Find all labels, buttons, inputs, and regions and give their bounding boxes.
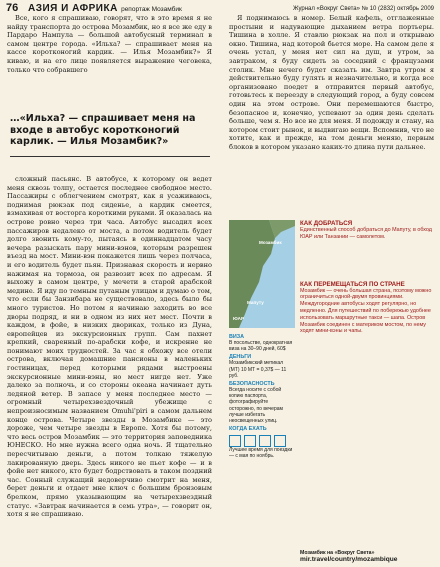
sidebar — [300, 220, 434, 335]
move-heading: КАК ПЕРЕМЕЩАТЬСЯ ПО СТРАНЕ — [300, 280, 405, 288]
money-heading: ДЕНЬГИ — [229, 354, 252, 361]
season-icons — [229, 435, 295, 447]
column-2-body: Я поднимаюсь в номер. Белый кафель, отглаженные простыни и надувающие дыханием ветра портьеры. Тишина в холле. Я ставлю рюкзак на пол и открываю окно. Тишина, над которой бьется море. На самом деле я очень устал, у меня нет сил на душ, и утром, за завтраком, я буду сидеть за соседний с французами столик. Мне нечего будет сказать им. Завтра утром я действительно буду гулять и незначительно, и когда все организовано поедет в отправится первый автобус, готовьтесь к переезду в следующий город, а буду совсем один на этом острове. Они перемешаются быстро, безопасное и, конечно, успевают за один день сделать больше, чем я. Но все не для меня. Я подожду и стану, на котором стоит рынок, и выдвигаю вещи. Вспомнив, что не хотите, как и прежде, на том деньги меняю, первым блоков в котором указано каких-то длина пути дальнее. — [229, 14, 434, 151]
pull-quote: …«Ильха? — спрашивает меня на входе в автобус коротконогий карлик. — Илья Мозамбик?» — [10, 113, 196, 147]
safety-text: Всегда носите с собой копию паспорта, фотографируйте осторожно, по вечерам лучше избегать неосвещенных улиц. — [229, 387, 283, 425]
footer-url[interactable]: mir.travel/country/mozambique — [300, 556, 398, 563]
map-label-city: Мозамбик — [259, 240, 282, 245]
how-text: Единственный способ добраться до Мапуту, в обход ЮАР или Танзании — самолетом. — [300, 227, 432, 240]
when-heading: КОГДА ЕХАТЬ — [229, 426, 267, 433]
page-number: 76 — [6, 2, 19, 14]
money-text: Мозамбикский метикал (МТ) 10 МТ = 0,37$ — 11 руб. — [229, 360, 287, 379]
move-text: Мозамбик — очень большая страна, поэтому можно ограничиться одной-двумя провинциями. Междугородние автобусы ходят регулярно, но медленно. Для путешествий по побережью удобнее использовать маршрутные такси — шапа. Остров Мозамбик соединен с материком мостом, по нему ходят мини-вэны и чапы. — [300, 287, 432, 335]
column-1-intro: Все, кого я спрашиваю, говорят, что в это время я не найду транспорта до острова Мозамбик, но я все же еду в Пардаро Нампула — большой автобусный терминал в самом центре города. «Ильха? — спрашивает меня на кассе коротконогий кардик. — Илья Мозамбик?» Я киваю, и на его лице появляется выражение чеговека, только что собравшего — [7, 14, 212, 74]
visa-text: В посольстве, однократная виза на 30–90 дней, 60$ — [229, 340, 293, 353]
map-label-country: ЮАР — [233, 316, 245, 321]
footer-caption: Мозамбик на «Вокруг Света» — [300, 550, 375, 556]
how-heading: КАК ДОБРАТЬСЯ — [300, 220, 353, 227]
divider — [10, 156, 210, 157]
map-label-capital: Мапуту — [247, 300, 264, 305]
magazine-info: Журнал «Вокруг Света» № 10 (2832) октябрь 2009 — [293, 6, 434, 12]
map-image — [229, 220, 295, 328]
section-title: АЗИЯ И АФРИКА репортаж Мозамбик — [28, 3, 182, 14]
safety-heading: БЕЗОПАСНОСТЬ — [229, 381, 275, 388]
info-box — [229, 332, 295, 460]
visa-heading: ВИЗА — [229, 334, 245, 340]
when-text: Лучшее время для поездки — с мая по ноябрь. — [229, 447, 293, 460]
column-1-body: сложный пасьянс. В автобусе, к которому он ведет меня сквозь толпу, остается последнее свободное место. Пассажиры с облегчением смотрят, как я усаживаюсь, поднимая рюкзак под сиденье, а кардик смеется, взмахивая от восторга короткими руками. Я оказалась на острове ровно через три часа. Автобус высадил всех пассажиров недалеко от моста, а потом водитель будет долго звонить кому-то, пытаясь в одиннадцатом часу вечера разыскать пару мини-вэнов, которым разрешен въезд на мост. Мини-вэн покажется лишь через полчаса, и его водитель будет пьян. Признавая скорость и нервно нажимая на тормоза, он развозит всех по адресам. Я выхожу в самом центре, у мечети в старой арабской медине. Я иду по темным путаным улицам и думаю о том, что если бы Занзибара не существовало, здесь было бы много туристов. Но потом я начинаю заходить во все дворы подряд, и ни в одном из них нет мест. Почти в каждом, в фойе, в низких двориках, только из Дуна, европейцев из экскурсионных групп. Сам пахнет крепкий, сваренный по-арабски кофе, и искренне не понимают моих трудностей. За час я обхожу все отели острова, включая домашние пансионы в маленьких гостиницах, перед которыми рядами выстроены экскурсионные мини-вэны, но мест нигде нет. Уже далеко за полночь, и со стороны океана начинает дуть ледяной ветер. В запасе у меня последнее место — огромный четырехзвездочный убежище с непроизносимым названием Omuhi'piri в самом дальнем конце острова. Четыре звезды в Мозамбике — это дороже, чем четыре звезды в Европе. Хотя бы потому, что весь остров Мозамбик — это территория заповедника ЮНЕСКО. Но мне нужна всего одна ночь. Я тщательно пересчитываю деньги, а потом толкаю тяжелую лакированную дверь. Здесь никого не пьет кофе — и в фойе нет никого, кто будет бодрствовать в таком поздний час. Сонный служащий недоверчиво смотрит на меня, берет деньги и отдает мне ключ с большим бронзовым брелком, прямо указывающим на четырехзвездный статус. «Завтрак начинается в семь утра», — говорит он, хотя я не спрашиваю. — [7, 175, 212, 519]
